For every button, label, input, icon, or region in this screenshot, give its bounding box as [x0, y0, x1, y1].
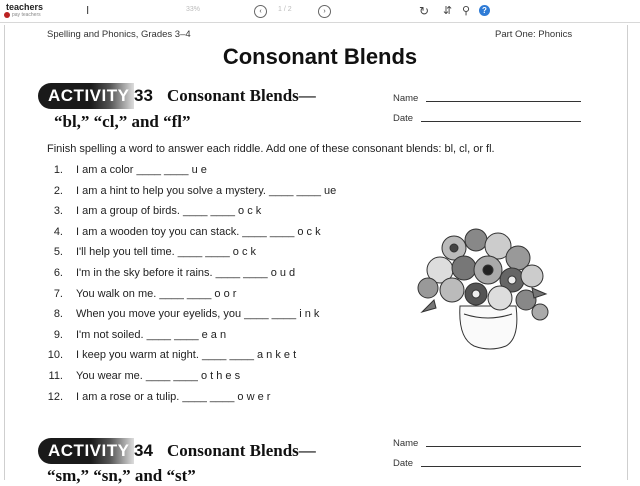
date-field[interactable] [421, 121, 581, 122]
riddle-number: 8. [53, 308, 63, 320]
date-field[interactable] [421, 466, 581, 467]
activity-badge: ACTIVITY [38, 438, 134, 464]
riddle-text: I keep you warm at night. ____ ____ a n k e t [76, 349, 297, 361]
page-title: Consonant Blends [222, 44, 418, 69]
riddle-text: You walk on me. ____ ____ o o r [76, 288, 237, 300]
riddle-number: 5. [53, 246, 63, 258]
activity-title: Consonant Blends— [167, 86, 316, 105]
activity-number: 34 [134, 441, 153, 460]
riddle-text: I am a hint to help you solve a mystery. ____ ____ ue [76, 185, 337, 197]
riddle-text: You wear me. ____ ____ o t h e s [76, 370, 241, 382]
logo-apple-icon [4, 12, 10, 18]
riddle-text: I'll help you tell time. ____ ____ o c k [76, 246, 257, 258]
page-edge-right [627, 25, 628, 480]
page-edge-left [4, 25, 5, 480]
riddle-number: 2. [53, 185, 63, 197]
viewer-toolbar [0, 0, 640, 23]
section-label: Part One: Phonics [495, 29, 573, 40]
instructions: Finish spelling a word to answer each riddle. Add one of these consonant blends: bl, cl, or fl. [47, 143, 495, 155]
text-cursor-icon[interactable]: Ⅰ [86, 5, 90, 17]
riddle-number: 6. [53, 267, 63, 279]
next-page-icon[interactable]: › [318, 5, 331, 18]
help-icon[interactable]: ? [479, 5, 490, 16]
search-icon[interactable]: ⚲ [462, 5, 471, 17]
site-logo-subtitle: pay teachers [12, 12, 41, 18]
riddle-text: I am a wooden toy you can stack. ____ ____ o c k [76, 226, 321, 238]
activity-title: Consonant Blends— [167, 441, 316, 460]
riddle-number: 12. [47, 391, 63, 403]
zoom-level: 33% [186, 6, 201, 13]
activity-badge: ACTIVITY [38, 83, 134, 109]
riddle-text: When you move your eyelids, you ____ ____ i n k [76, 308, 320, 320]
name-field[interactable] [426, 446, 581, 447]
flower-vase-illustration [414, 228, 550, 352]
name-label: Name [393, 93, 419, 104]
activity-number: 33 [134, 86, 153, 105]
name-field[interactable] [426, 101, 581, 102]
riddle-number: 11. [48, 370, 63, 382]
activity-subtitle: “sm,” “sn,” and “st” [47, 466, 196, 485]
fit-page-icon[interactable]: ⇵ [443, 5, 453, 17]
riddle-number: 4. [53, 226, 63, 238]
riddle-number: 1. [53, 164, 63, 176]
page-indicator: 1 / 2 [278, 6, 292, 13]
activity-subtitle: “bl,” “cl,” and “fl” [54, 112, 191, 131]
date-label: Date [393, 113, 414, 124]
riddle-number: 3. [53, 205, 63, 217]
previous-page-icon[interactable]: ‹ [254, 5, 267, 18]
name-label: Name [393, 438, 419, 449]
riddle-number: 9. [53, 329, 63, 341]
refresh-icon[interactable]: ↻ [419, 4, 430, 18]
riddle-text: I'm in the sky before it rains. ____ ____ o u d [76, 267, 296, 279]
site-logo[interactable]: teachers [6, 2, 44, 12]
riddle-number: 10. [47, 349, 63, 361]
book-title: Spelling and Phonics, Grades 3–4 [47, 29, 191, 40]
riddle-text: I am a rose or a tulip. ____ ____ o w e r [76, 391, 271, 403]
riddle-number: 7. [53, 288, 63, 300]
date-label: Date [393, 458, 414, 469]
riddle-text: I'm not soiled. ____ ____ e a n [76, 329, 227, 341]
riddle-text: I am a color ____ ____ u e [76, 164, 207, 176]
riddle-text: I am a group of birds. ____ ____ o c k [76, 205, 262, 217]
